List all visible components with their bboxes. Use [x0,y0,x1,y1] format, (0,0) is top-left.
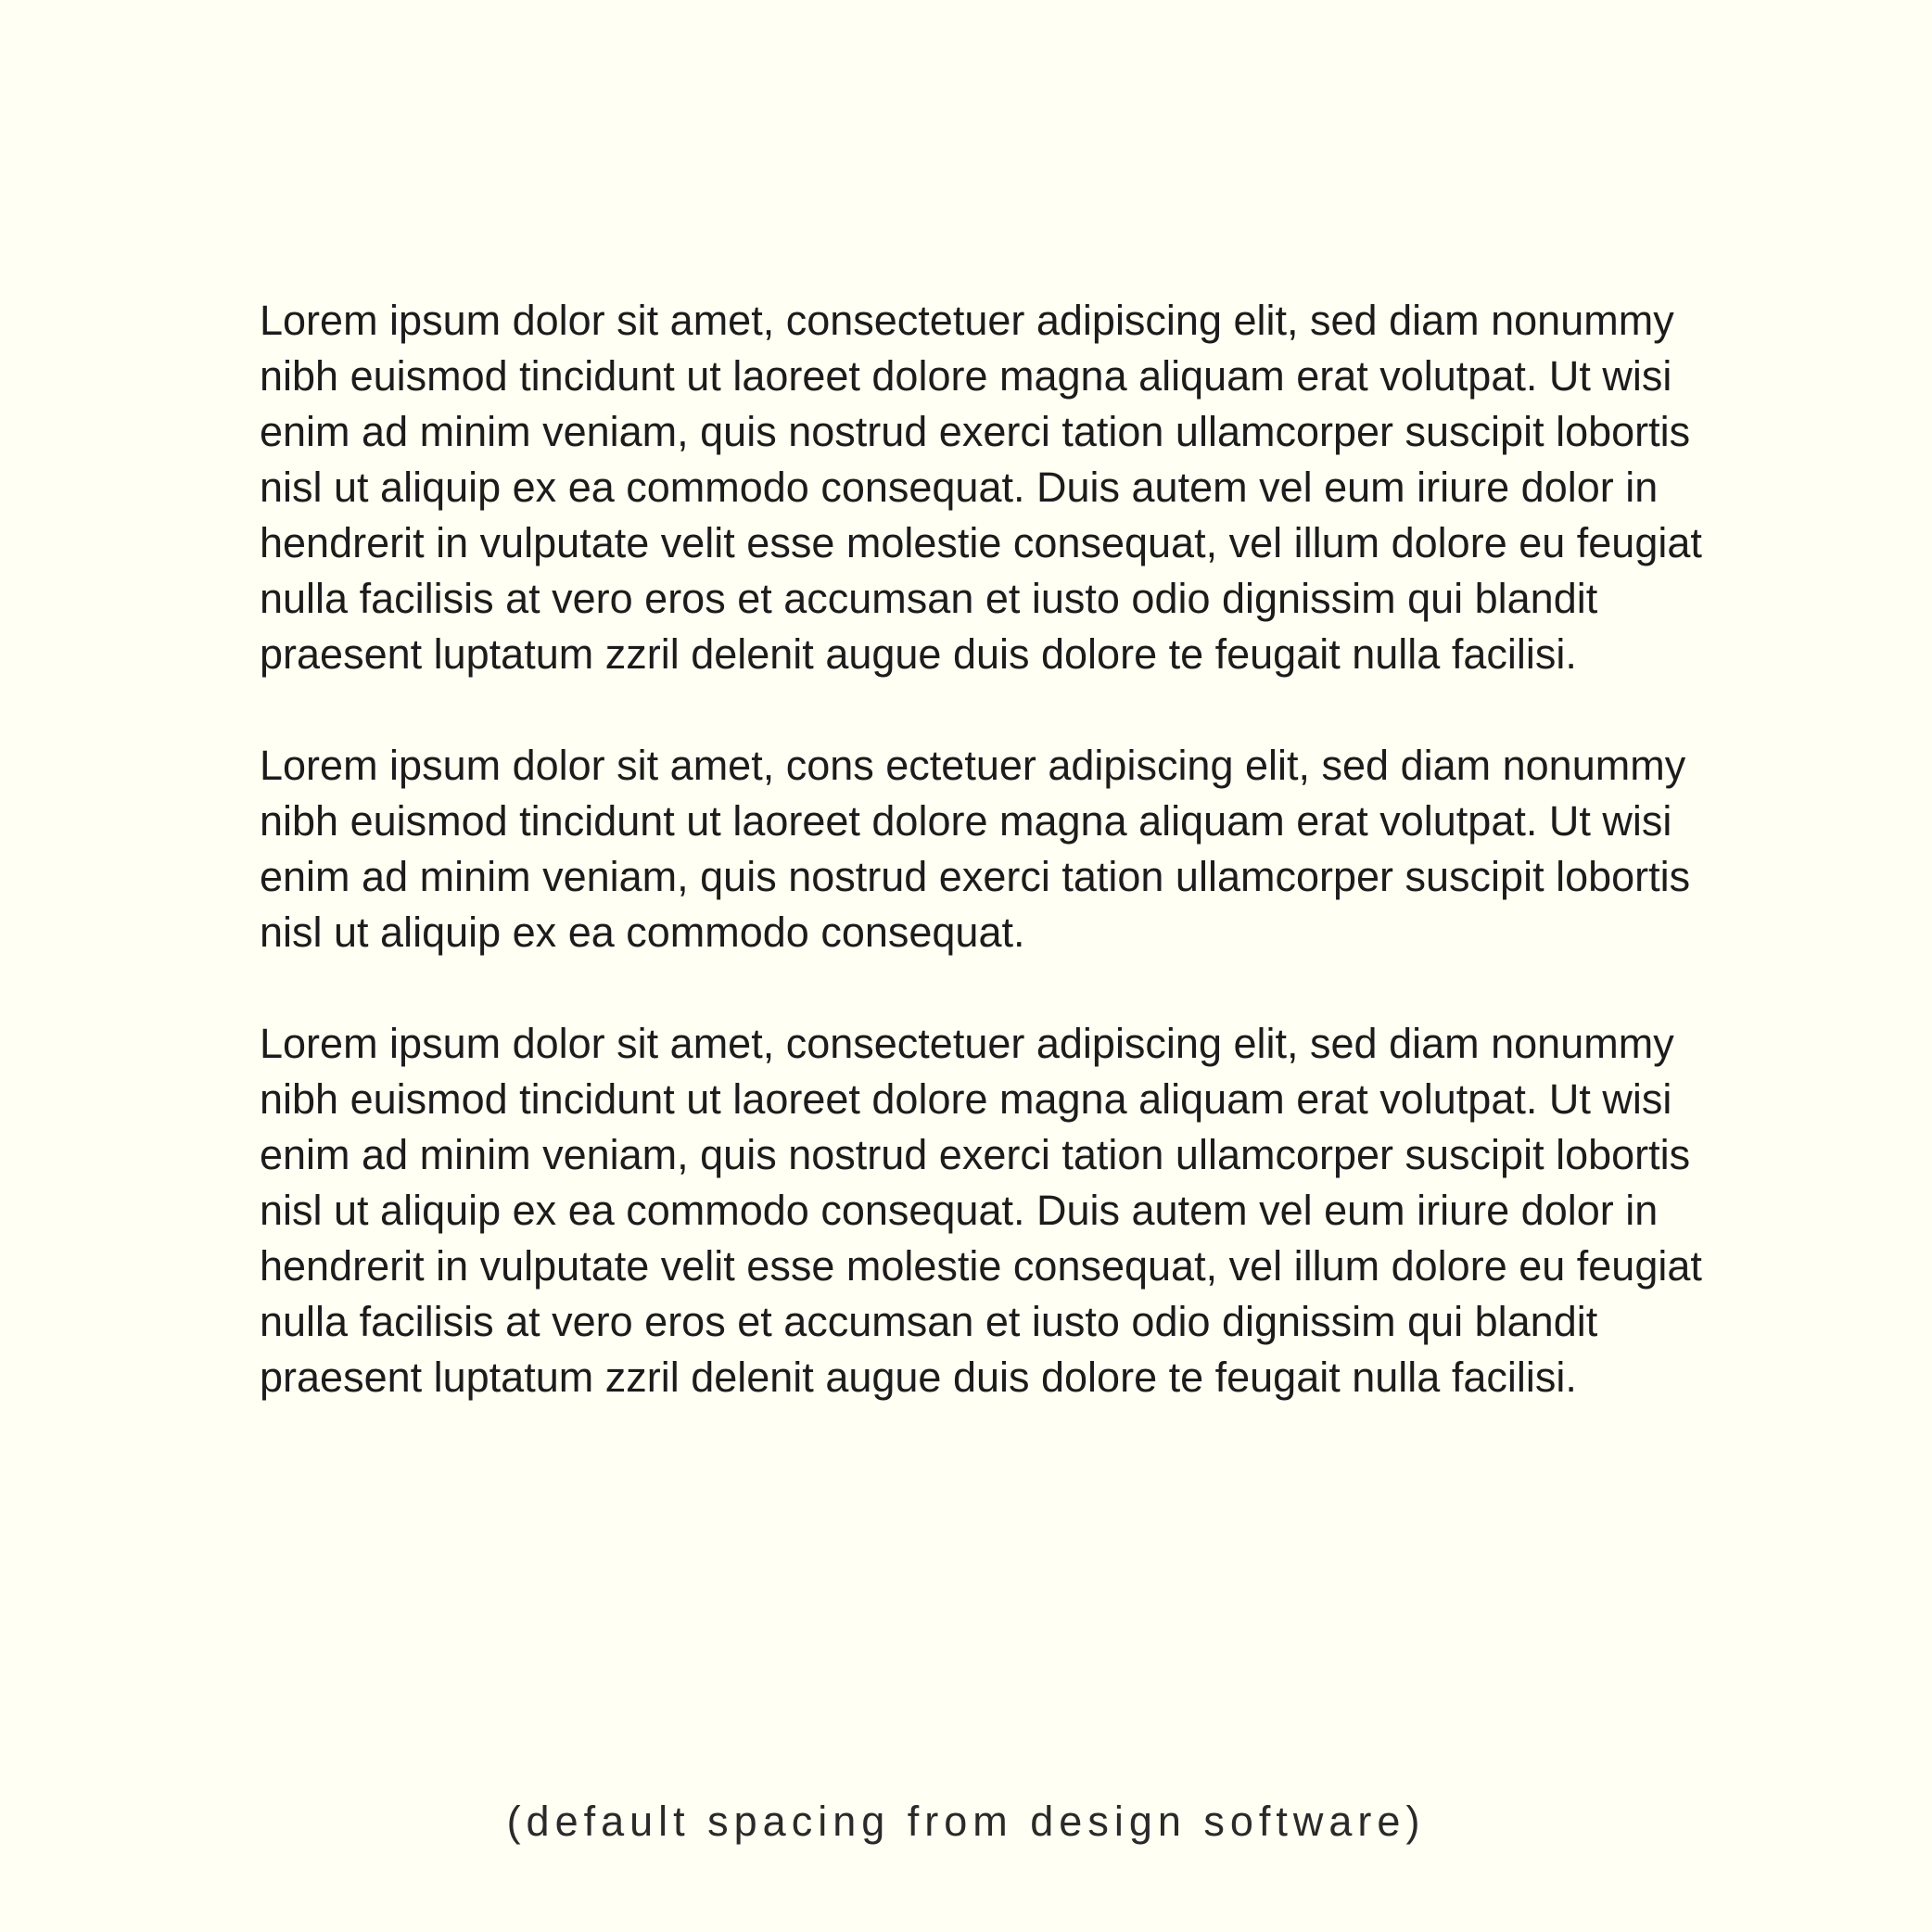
text-line: nulla facilisis at vero eros et accumsan et iusto odio dignissim qui blandit [260,1298,1598,1345]
text-line: nisl ut aliquip ex ea commodo consequat. Duis autem vel eum iriure dolor in [260,1187,1659,1234]
text-line: Lorem ipsum dolor sit amet, consectetuer adipiscing elit, sed diam nonummy [260,297,1674,344]
text-line: praesent luptatum zzril delenit augue duis dolore te feugait nulla facilisi. [260,630,1577,678]
text-line: nibh euismod tincidunt ut laoreet dolore magna aliquam erat volutpat. Ut wisi [260,797,1672,845]
text-line: nulla facilisis at vero eros et accumsan et iusto odio dignissim qui blandit [260,575,1598,622]
text-line: nibh euismod tincidunt ut laoreet dolore magna aliquam erat volutpat. Ut wisi [260,1075,1672,1123]
text-line: Lorem ipsum dolor sit amet, cons ectetuer adipiscing elit, sed diam nonummy [260,742,1686,789]
text-line: Lorem ipsum dolor sit amet, consectetuer adipiscing elit, sed diam nonummy [260,1020,1674,1067]
text-line: nisl ut aliquip ex ea commodo consequat. [260,909,1025,956]
text-line: enim ad minim veniam, quis nostrud exerci tation ullamcorper suscipit lobortis [260,853,1691,900]
text-line: praesent luptatum zzril delenit augue duis dolore te feugait nulla facilisi. [260,1354,1577,1401]
paragraph-2 [260,738,1706,960]
body-text [260,293,1706,1405]
caption: (default spacing from design software) [506,1798,1426,1845]
text-line: nisl ut aliquip ex ea commodo consequat. Duis autem vel eum iriure dolor in [260,464,1659,511]
text-line: hendrerit in vulputate velit esse molestie consequat, vel illum dolore eu feugiat [260,519,1702,566]
text-line: hendrerit in vulputate velit esse molestie consequat, vel illum dolore eu feugiat [260,1242,1702,1290]
text-line: enim ad minim veniam, quis nostrud exerci tation ullamcorper suscipit lobortis [260,408,1691,455]
paragraph-1 [260,293,1706,682]
text-line: nibh euismod tincidunt ut laoreet dolore magna aliquam erat volutpat. Ut wisi [260,352,1672,400]
text-line: enim ad minim veniam, quis nostrud exerci tation ullamcorper suscipit lobortis [260,1131,1691,1178]
paragraph-3 [260,1016,1706,1405]
